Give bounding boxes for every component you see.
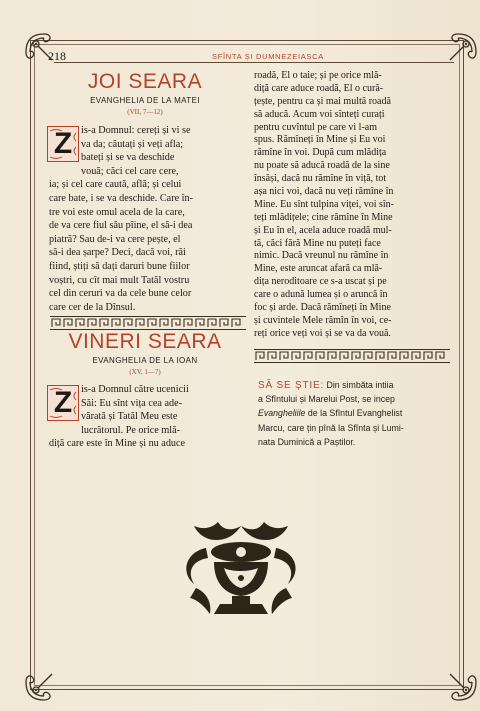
text-line: teți mlădițele; cine rămîne în Mine bbox=[254, 211, 393, 223]
text-line: nimic. Dacă vreunul nu rămîne în bbox=[254, 250, 389, 262]
decorative-border-right bbox=[254, 349, 450, 363]
text-line: așa nici voi, dacă nu veți rămîne în bbox=[254, 186, 394, 198]
text-line: și cuvintele Mele rămîn în voi, ce- bbox=[254, 314, 392, 326]
text-line: dița neroditoare ce s-a uscat și pe bbox=[254, 276, 387, 288]
text-line: vouă; căci cel care cere, bbox=[81, 165, 179, 177]
text-line: care cer de la Dînsul. bbox=[49, 301, 136, 313]
text-line: țește, pentru ca și mai multă roadă bbox=[254, 95, 391, 107]
text-line: ia; și cel care caută, află; și celui bbox=[49, 179, 182, 191]
decorative-border-left bbox=[50, 316, 246, 330]
text-line: roadă, El o taie; și pe orice mlă- bbox=[254, 70, 382, 81]
vase-ornament-icon bbox=[176, 518, 306, 628]
text-line: lucrătorul. Pe orice mlă- bbox=[81, 424, 181, 436]
running-head: SFÎNTA ȘI DUMNEZEIASCA bbox=[212, 52, 324, 61]
text-line: care o adună lumea și o aruncă în bbox=[254, 289, 388, 301]
note-text: nata Duminică a Paștilor. bbox=[258, 436, 356, 447]
text-line: și Eu în el, acela aduce roadă mul- bbox=[254, 224, 392, 236]
text-line: fiind, știți să dați daruri bune fiilor bbox=[49, 260, 190, 272]
page-number: 218 bbox=[48, 49, 66, 63]
text-line: Săi: Eu sînt vița cea ade- bbox=[81, 397, 182, 409]
note-text: Marcu, care țin pînă la Sfînta și Lumi- bbox=[258, 422, 404, 433]
note-text: Din simbăta intiia bbox=[324, 380, 394, 390]
section1-reference: (VII, 7—12) bbox=[127, 108, 163, 116]
section2-reference: (XV, 1—7) bbox=[129, 368, 161, 376]
text-line: rămîne în voi. După cum mlădița bbox=[254, 147, 387, 159]
text-line: va da; căutați și veți afla; bbox=[81, 138, 184, 150]
section1-dropcap-letter: Z bbox=[53, 127, 73, 160]
text-line: nu poate să aducă roadă de la sine bbox=[254, 160, 390, 172]
text-line: is-a Domnul către ucenicii bbox=[81, 384, 189, 395]
text-line: Mine. Eu sînt tulpina viței, voi sîn- bbox=[254, 198, 394, 210]
section2-subtitle: EVANGHELIA DE LA IOAN bbox=[92, 356, 198, 365]
text-line: voștri, cu cît mai mult Tatăl vostru bbox=[49, 274, 190, 286]
section1-title: JOI SEARA bbox=[87, 70, 203, 93]
note-text: de la Sfîntul Evanghelist bbox=[305, 408, 403, 419]
text-line: de va cere fiul său pîine, el să-i dea bbox=[49, 220, 193, 232]
text-line: reți orice veți voi și se va da vouă. bbox=[254, 327, 391, 339]
corner-ornament-bottom-left bbox=[22, 662, 64, 704]
text-line: care bate, i se va deschide. Care în- bbox=[49, 192, 193, 204]
meander-pattern-icon bbox=[50, 317, 246, 329]
text-line: Mine, este aruncat afară ca mlă- bbox=[254, 263, 383, 275]
section2-dropcap-letter: Z bbox=[53, 386, 73, 419]
corner-ornament-bottom-right bbox=[438, 662, 480, 704]
text-line: spus. Rămîneți în Mine și Eu voi bbox=[254, 134, 386, 146]
header-rule bbox=[54, 62, 454, 63]
text-line: foc și arde. Dacă rămîneți în Mine bbox=[254, 302, 391, 314]
text-line: tre voi este omul acela de la care, bbox=[49, 206, 185, 218]
section2-title: VINERI SEARA bbox=[68, 330, 222, 353]
right-column-text bbox=[254, 70, 458, 341]
corner-ornament-top-right bbox=[438, 30, 480, 72]
text-line: însăși, dacă nu rămîne în viță, tot bbox=[254, 173, 387, 185]
section1-subtitle: EVANGHELIA DE LA MATEI bbox=[90, 96, 200, 105]
meander-pattern-icon bbox=[254, 350, 450, 362]
text-line: pentru cuvîntul pe care vi l-am bbox=[254, 121, 378, 133]
text-line: cel din ceruri va da cele bune celor bbox=[49, 288, 192, 300]
section2-text bbox=[49, 383, 249, 451]
note-text-italic: Evangheliile bbox=[258, 408, 306, 419]
text-line: diță care este în Mine și nu aduce bbox=[49, 438, 186, 450]
text-line: să-i dea șarpe? Deci, dacă voi, răi bbox=[49, 247, 186, 259]
text-line: is-a Domnul: cereți și vi se bbox=[81, 125, 191, 136]
note-block bbox=[258, 378, 458, 449]
note-text: a Sfîntului și Marelui Post, se incep bbox=[258, 394, 395, 405]
text-line: diță care aduce roadă, El o cură- bbox=[254, 82, 384, 94]
text-line: bateți și se va deschide bbox=[81, 152, 175, 164]
section1-text bbox=[49, 124, 249, 314]
text-line: să aducă. Acum voi sînteți curați bbox=[254, 108, 385, 120]
text-line: tă, căci fără Mine nu puteți face bbox=[254, 237, 381, 249]
text-line: piatră? Sau de-i va cere pește, el bbox=[49, 233, 181, 245]
note-lead: SĂ SE ȘTIE: bbox=[258, 380, 325, 391]
text-line: vărată și Tatăl Meu este bbox=[81, 411, 178, 423]
